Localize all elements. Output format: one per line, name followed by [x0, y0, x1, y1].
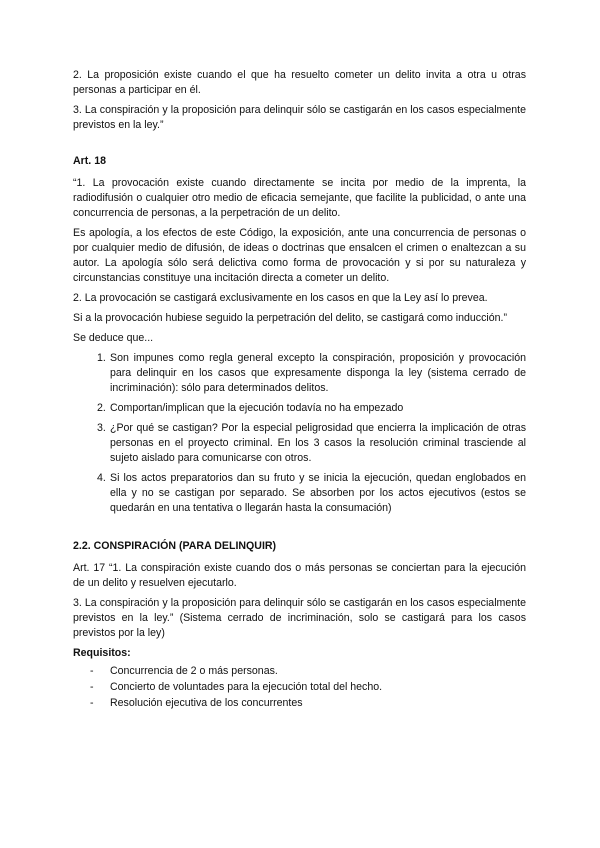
paragraph-proposicion: 2. La proposición existe cuando el que ha resuelto cometer un delito invita a otra u otras personas a participar en él. — [73, 69, 526, 96]
list-item-text: Concierto de voluntades para la ejecución total del hecho. — [110, 681, 383, 693]
list-number: 3. — [97, 422, 106, 434]
document-page — [73, 68, 526, 711]
deductions-list — [73, 351, 526, 516]
bullet-dash: - — [90, 697, 94, 709]
art18-paragraph-se-deduce: Se deduce que... — [73, 332, 154, 344]
art18-paragraph-provocacion: “1. La provocación existe cuando directamente se incita por medio de la imprenta, la radiodifusión o cualquier otro medio de eficacia semejante, que facilite la publicidad, o ante una concurrencia de personas, a la perpetración de un delito. — [73, 177, 526, 219]
list-item — [73, 679, 526, 695]
bullet-dash: - — [90, 681, 94, 693]
list-item — [73, 351, 526, 396]
list-item — [73, 421, 526, 466]
list-item — [73, 663, 526, 679]
requisitos-heading: Requisitos: — [73, 647, 131, 659]
art18-heading: Art. 18 — [73, 155, 106, 167]
art18-paragraph-apologia: Es apología, a los efectos de este Código, la exposición, ante una concurrencia de personas o por cualquier medio de difusión, de ideas o doctrinas que ensalcen el crimen o enaltezcan a su autor. La apología sólo será delictiva como forma de provocación y si por su naturaleza y circunstancias constituye una incitación directa a cometer un delito. — [73, 227, 526, 284]
list-item-text: Resolución ejecutiva de los concurrentes — [110, 697, 303, 709]
list-item-text: Si los actos preparatorios dan su fruto y se inicia la ejecución, quedan englobados en ella y no se castigan por separado. Se absorben por los actos ejecutivos (estos se quedarán en una tentativa o llegarán hasta la consumación) — [110, 472, 526, 514]
list-item-text: Comportan/implican que la ejecución todavía no ha empezado — [110, 402, 404, 414]
paragraph-conspiracion-castigo: 3. La conspiración y la proposición para delinquir sólo se castigarán en los casos especialmente previstos en la ley.” — [73, 104, 526, 131]
requisitos-list — [73, 663, 526, 711]
list-item-text: ¿Por qué se castigan? Por la especial peligrosidad que encierra la implicación de otras personas en el proyecto criminal. En los 3 casos la resolución criminal trasciende al sujeto aislado para comunicarse con otros. — [110, 422, 526, 464]
list-item — [73, 401, 526, 416]
art17-paragraph-conspiracion: Art. 17 “1. La conspiración existe cuando dos o más personas se conciertan para la ejecución de un delito y resuelven ejecutarlo. — [73, 562, 526, 589]
list-item — [73, 695, 526, 711]
list-number: 4. — [97, 472, 106, 484]
section-heading-conspiracion: 2.2. CONSPIRACIÓN (PARA DELINQUIR) — [73, 540, 277, 552]
list-item — [73, 471, 526, 516]
art17-paragraph-castigo: 3. La conspiración y la proposición para delinquir sólo se castigarán en los casos especialmente previstos en la ley.” (Sistema cerrado de incriminación, solo se castigará para los casos previstos por la ley) — [73, 597, 526, 639]
art18-paragraph-castigo: 2. La provocación se castigará exclusivamente en los casos en que la Ley así lo prevea. — [73, 292, 488, 304]
art18-paragraph-induccion: Si a la provocación hubiese seguido la perpetración del delito, se castigará como inducción.” — [73, 312, 508, 324]
list-item-text: Concurrencia de 2 o más personas. — [110, 665, 278, 677]
list-number: 1. — [97, 352, 106, 364]
list-number: 2. — [97, 402, 106, 414]
list-item-text: Son impunes como regla general excepto la conspiración, proposición y provocación para delinquir en los casos que expresamente disponga la ley (sistema cerrado de incriminación): sólo para determinados delitos. — [110, 352, 526, 394]
bullet-dash: - — [90, 665, 94, 677]
